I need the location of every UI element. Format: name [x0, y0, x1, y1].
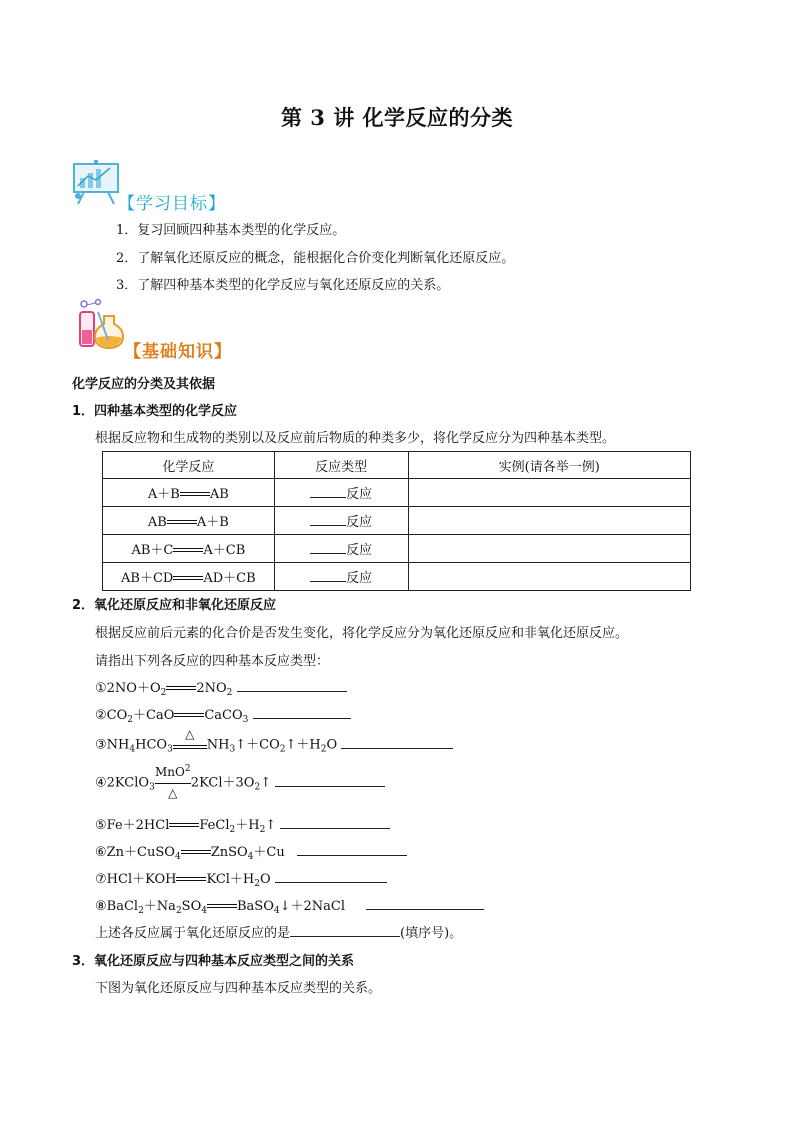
section-2-intro: 根据反应前后元素的化合价是否发生变化，将化学反应分为氧化还原反应和非氧化还原反应。: [95, 626, 629, 641]
answer-blank[interactable]: [253, 705, 351, 719]
flask-icon: [72, 298, 128, 350]
catalyst-label: MnO$^2$: [155, 764, 191, 779]
objectives-heading: 【学习目标】: [118, 194, 226, 214]
reaction-cell: AB A＋B: [103, 507, 275, 535]
section-2-heading: 2．氧化还原反应和非氧化还原反应: [72, 598, 277, 613]
heat-symbol: △: [185, 727, 195, 741]
header-type: 反应类型: [274, 452, 408, 479]
objective-item-1: 1．复习回顾四种基本类型的化学反应。: [116, 223, 346, 238]
equals-sign: [173, 545, 203, 557]
equation-4: ④2KClO$_3$ MnO$^2$ △ $2KCl+3O_2↑$: [95, 768, 385, 798]
answer-blank[interactable]: [280, 815, 390, 829]
reaction-type-table: [102, 451, 691, 591]
equation-8: $⑧BaCl_2+Na_2SO_4$ BaSO$_4$↓＋2NaCl: [95, 895, 484, 914]
example-cell[interactable]: [408, 507, 690, 535]
section-1-intro: 根据反应物和生成物的类别以及反应前后物质的种类多少，将化学反应分为四种基本类型。: [95, 431, 616, 446]
heat-symbol: △: [168, 786, 178, 800]
equals-sign: [173, 573, 203, 585]
answer-blank[interactable]: [290, 923, 400, 937]
type-cell[interactable]: 反应: [274, 507, 408, 535]
page-title: 第 3 讲 化学反应的分类: [280, 105, 514, 130]
reaction-cell: A＋B AB: [103, 479, 275, 507]
reaction-cell: AB＋C A＋CB: [103, 535, 275, 563]
example-cell[interactable]: [408, 479, 690, 507]
section-2-prompt: 请指出下列各反应的四种基本反应类型：: [95, 654, 330, 669]
objective-item-2: 2．了解氧化还原反应的概念，能根据化合价变化判断氧化还原反应。: [116, 251, 515, 266]
table-row: [103, 479, 691, 507]
section-3-intro: 下图为氧化还原反应与四种基本反应类型的关系。: [95, 981, 382, 996]
section-3-heading: 3．氧化还原反应与四种基本反应类型之间的关系: [72, 954, 355, 969]
basics-heading: 【基础知识】: [124, 342, 232, 362]
example-cell[interactable]: [408, 535, 690, 563]
equation-7: ⑦HCl＋KOH $KCl+H_2O$: [95, 868, 387, 887]
objective-item-3: 3．了解四种基本类型的化学反应与氧化还原反应的关系。: [116, 278, 450, 293]
example-cell[interactable]: [408, 563, 690, 591]
equation-5: ⑤Fe＋2HCl $FeCl_2+H_2↑$: [95, 814, 390, 833]
header-reaction: 化学反应: [103, 452, 275, 479]
type-cell[interactable]: 反应: [274, 479, 408, 507]
answer-blank[interactable]: [275, 869, 387, 883]
table-header-row: [103, 452, 691, 479]
type-cell[interactable]: 反应: [274, 563, 408, 591]
table-row: [103, 507, 691, 535]
header-example: 实例(请各举一例): [408, 452, 690, 479]
equation-3: $③NH_4HCO_3$ △ $NH_3↑+CO_2↑+H_2O$: [95, 730, 453, 760]
equals-sign: [180, 489, 210, 501]
table-row: [103, 535, 691, 563]
equation-1: $①2NO+O_2$ $2NO_2$: [95, 677, 347, 696]
table-row: [103, 563, 691, 591]
answer-blank[interactable]: [366, 896, 484, 910]
answer-blank[interactable]: [297, 842, 407, 856]
answer-blank[interactable]: [237, 678, 347, 692]
equals-sign: [167, 517, 197, 529]
redox-question: 上述各反应属于氧化还原反应的是 (填序号)。: [95, 922, 462, 941]
equation-2: $②CO_2+CaO$ CaCO$_3$: [95, 704, 351, 723]
type-cell[interactable]: 反应: [274, 535, 408, 563]
reaction-cell: AB＋CD AD＋CB: [103, 563, 275, 591]
answer-blank[interactable]: [275, 773, 385, 787]
equation-6: ⑥Zn＋CuSO$_4$ ZnSO$_4$＋Cu: [95, 841, 407, 860]
section-1-heading: 1．四种基本类型的化学反应: [72, 404, 238, 419]
topic-heading: 化学反应的分类及其依据: [72, 377, 216, 392]
answer-blank[interactable]: [341, 735, 453, 749]
